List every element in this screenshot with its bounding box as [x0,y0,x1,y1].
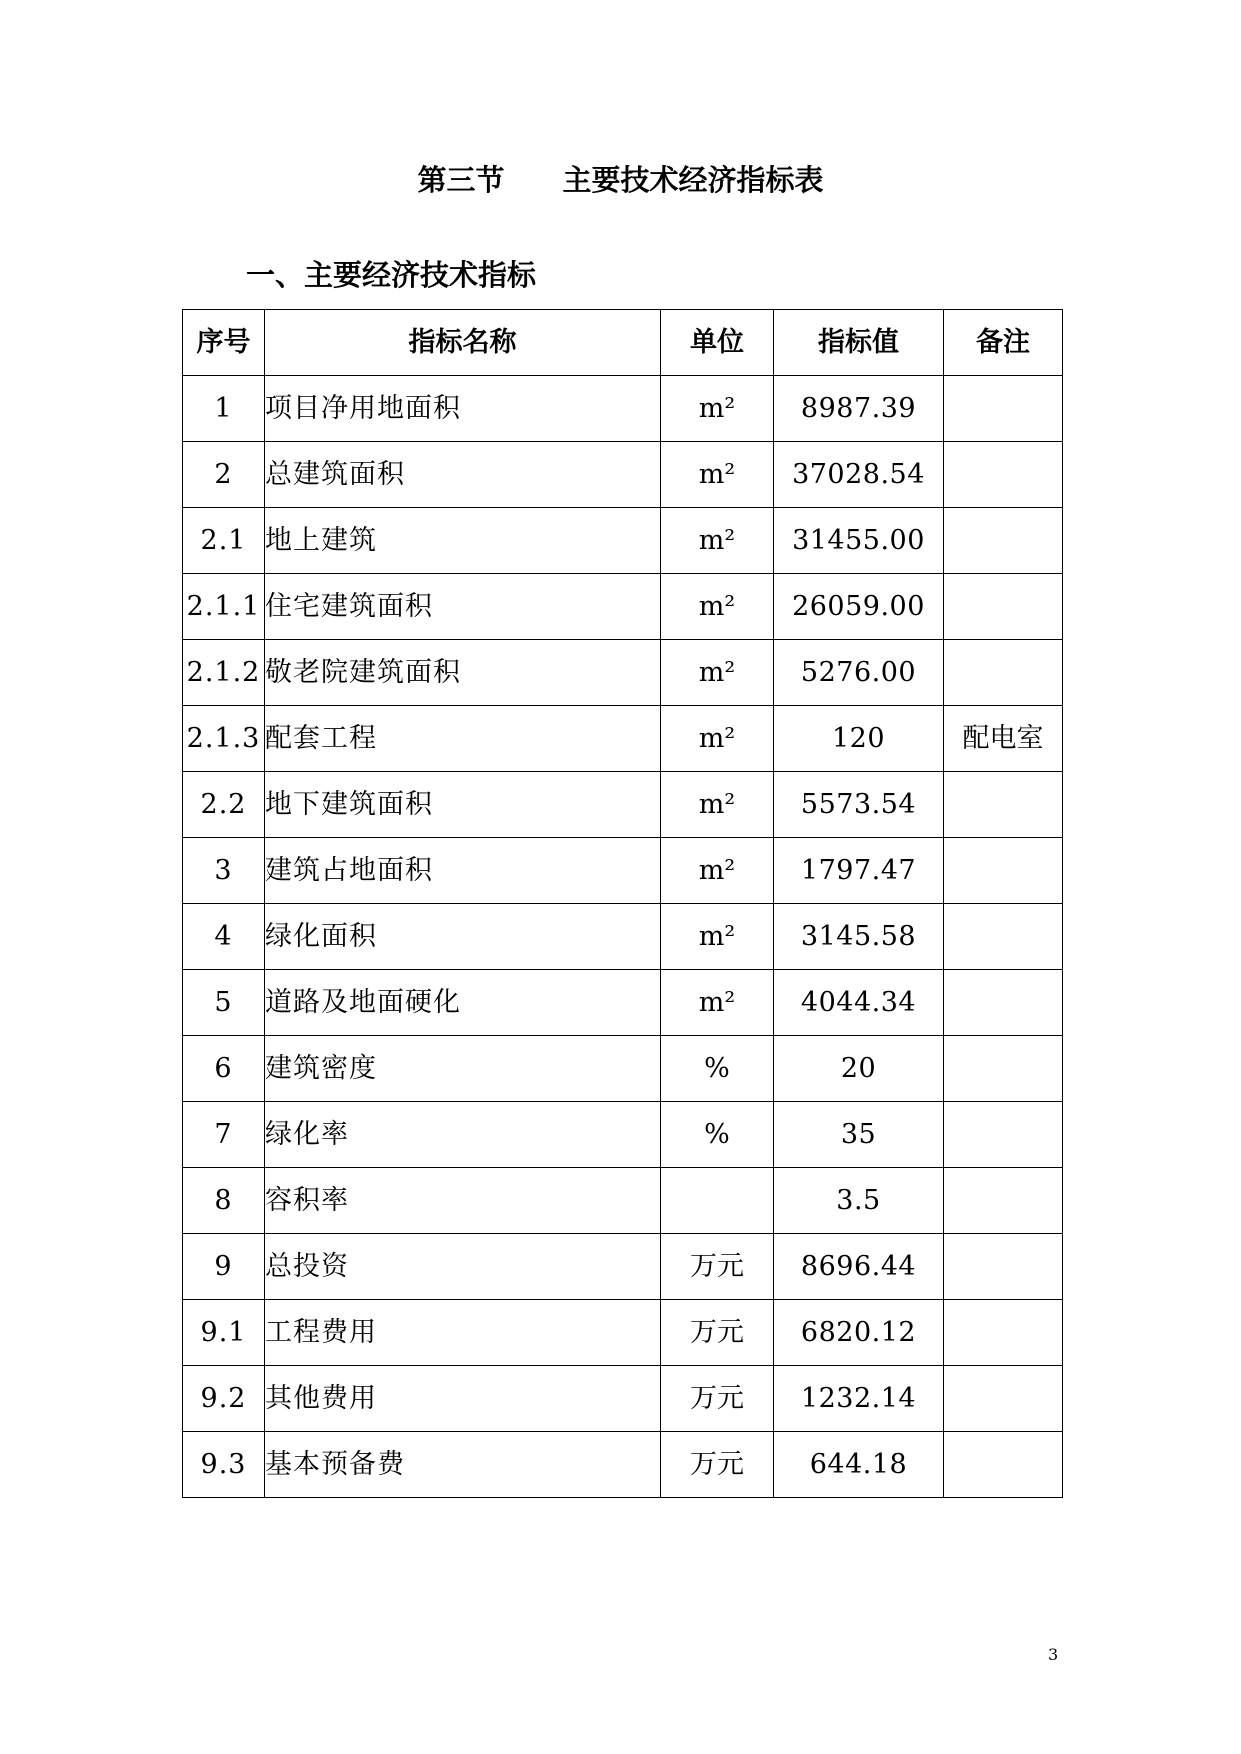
cell-unit: m² [661,508,774,574]
cell-unit: m² [661,904,774,970]
cell-value: 120 [774,706,944,772]
cell-name: 住宅建筑面积 [265,574,661,640]
table-row [183,1102,1063,1168]
cell-remark [944,508,1063,574]
cell-name: 容积率 [265,1168,661,1234]
cell-value: 1232.14 [774,1366,944,1432]
cell-name: 其他费用 [265,1366,661,1432]
header-no: 序号 [183,310,265,376]
cell-unit: m² [661,442,774,508]
cell-unit: 万元 [661,1234,774,1300]
section-heading: 一、主要经济技术指标 [246,258,537,292]
cell-no: 9.3 [183,1432,265,1498]
cell-remark [944,1300,1063,1366]
cell-no: 5 [183,970,265,1036]
cell-unit: 万元 [661,1366,774,1432]
cell-unit: m² [661,772,774,838]
table-row [183,706,1063,772]
cell-name: 道路及地面硬化 [265,970,661,1036]
cell-name: 敬老院建筑面积 [265,640,661,706]
cell-value: 8696.44 [774,1234,944,1300]
table-row [183,508,1063,574]
cell-no: 9 [183,1234,265,1300]
cell-value: 37028.54 [774,442,944,508]
cell-unit: 万元 [661,1300,774,1366]
cell-remark [944,1366,1063,1432]
cell-value: 20 [774,1036,944,1102]
cell-value: 8987.39 [774,376,944,442]
cell-unit: m² [661,640,774,706]
cell-remark [944,640,1063,706]
cell-name: 建筑密度 [265,1036,661,1102]
header-unit: 单位 [661,310,774,376]
cell-no: 2.1.2 [183,640,265,706]
cell-unit: % [661,1036,774,1102]
cell-value: 3145.58 [774,904,944,970]
cell-unit: m² [661,838,774,904]
table-row [183,640,1063,706]
table-row [183,1168,1063,1234]
page-title: 第三节 主要技术经济指标表 [417,163,824,197]
cell-remark: 配电室 [944,706,1063,772]
cell-name: 地下建筑面积 [265,772,661,838]
cell-no: 9.2 [183,1366,265,1432]
cell-unit [661,1168,774,1234]
cell-value: 6820.12 [774,1300,944,1366]
cell-no: 9.1 [183,1300,265,1366]
table-row [183,1036,1063,1102]
cell-value: 26059.00 [774,574,944,640]
cell-remark [944,904,1063,970]
cell-value: 644.18 [774,1432,944,1498]
table-row [183,442,1063,508]
cell-remark [944,1168,1063,1234]
cell-no: 2 [183,442,265,508]
cell-remark [944,1102,1063,1168]
cell-name: 总建筑面积 [265,442,661,508]
indicators-table [182,309,1063,1498]
cell-remark [944,970,1063,1036]
cell-remark [944,772,1063,838]
cell-unit: m² [661,574,774,640]
cell-remark [944,1234,1063,1300]
cell-no: 2.1.1 [183,574,265,640]
cell-unit: m² [661,706,774,772]
cell-name: 工程费用 [265,1300,661,1366]
cell-value: 1797.47 [774,838,944,904]
cell-no: 6 [183,1036,265,1102]
cell-value: 5276.00 [774,640,944,706]
cell-remark [944,376,1063,442]
cell-name: 总投资 [265,1234,661,1300]
cell-name: 绿化率 [265,1102,661,1168]
cell-unit: m² [661,376,774,442]
table-row [183,1300,1063,1366]
table-row [183,1234,1063,1300]
cell-value: 5573.54 [774,772,944,838]
table-row [183,1432,1063,1498]
table-header-row [183,310,1063,376]
table-row [183,1366,1063,1432]
table-row [183,772,1063,838]
cell-unit: m² [661,970,774,1036]
cell-value: 35 [774,1102,944,1168]
cell-value: 4044.34 [774,970,944,1036]
cell-no: 8 [183,1168,265,1234]
cell-name: 项目净用地面积 [265,376,661,442]
cell-name: 地上建筑 [265,508,661,574]
cell-no: 1 [183,376,265,442]
cell-no: 4 [183,904,265,970]
cell-no: 2.2 [183,772,265,838]
cell-no: 7 [183,1102,265,1168]
page-number: 3 [1048,1645,1059,1664]
table-row [183,838,1063,904]
cell-no: 2.1.3 [183,706,265,772]
cell-remark [944,574,1063,640]
header-name: 指标名称 [265,310,661,376]
header-value: 指标值 [774,310,944,376]
cell-unit: 万元 [661,1432,774,1498]
table-row [183,376,1063,442]
cell-no: 2.1 [183,508,265,574]
table-row [183,970,1063,1036]
cell-remark [944,838,1063,904]
table-body [183,376,1063,1498]
cell-name: 基本预备费 [265,1432,661,1498]
cell-remark [944,442,1063,508]
cell-remark [944,1036,1063,1102]
cell-name: 建筑占地面积 [265,838,661,904]
cell-unit: % [661,1102,774,1168]
cell-remark [944,1432,1063,1498]
header-remark: 备注 [944,310,1063,376]
cell-no: 3 [183,838,265,904]
cell-value: 31455.00 [774,508,944,574]
table-row [183,574,1063,640]
cell-name: 绿化面积 [265,904,661,970]
table-row [183,904,1063,970]
cell-value: 3.5 [774,1168,944,1234]
cell-name: 配套工程 [265,706,661,772]
